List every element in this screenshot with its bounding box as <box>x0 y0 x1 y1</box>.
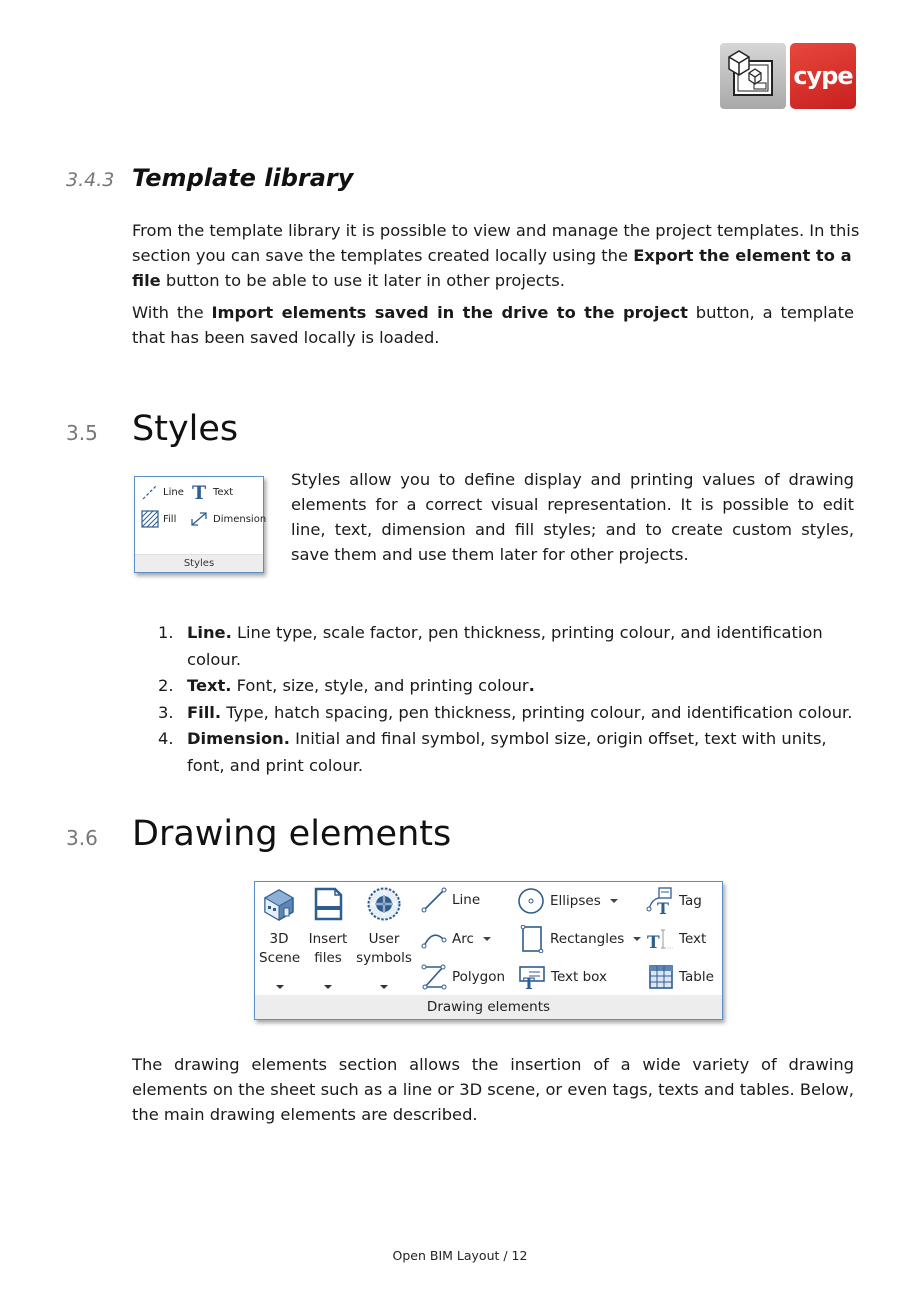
list-desc: Type, hatch spacing, pen thickness, printing colour, and identification colour. <box>221 702 853 722</box>
label: Table <box>679 969 714 985</box>
label: Line <box>163 486 184 498</box>
label: Scene <box>259 950 301 966</box>
rectangle-icon <box>519 925 545 953</box>
section-heading-styles <box>66 409 238 449</box>
text-style-icon <box>191 482 209 502</box>
ellipses-tool-button[interactable] <box>517 887 618 915</box>
arc-tool-button[interactable] <box>421 926 491 952</box>
text-box-tool-button[interactable] <box>518 964 607 990</box>
insert-files-button[interactable] <box>307 886 349 968</box>
line-style-icon <box>141 483 159 501</box>
arc-icon <box>421 926 447 952</box>
label: Rectangles <box>550 931 625 947</box>
3d-house-icon <box>261 886 297 922</box>
style-line-button[interactable] <box>141 483 184 501</box>
list-tail: . <box>528 676 535 695</box>
section-number: 3.5 <box>66 421 98 445</box>
styles-list <box>158 620 858 779</box>
svg-text:T: T <box>523 974 535 990</box>
list-desc: Initial and final symbol, symbol size, origin offset, text with units, font, and print colour. <box>187 729 827 775</box>
dimension-arrow-icon <box>189 510 209 528</box>
section-number: 3.6 <box>66 826 98 850</box>
export-button-reference: Export the element to a file <box>132 246 852 290</box>
chevron-down-icon[interactable] <box>276 985 284 989</box>
label: Line <box>452 892 481 908</box>
label: Polygon <box>452 969 506 985</box>
text: button, a template that has been saved locally is loaded. <box>132 303 854 347</box>
panel-group-label: Styles <box>135 554 263 572</box>
symbol-target-icon <box>366 886 402 922</box>
label: Text box <box>551 969 607 985</box>
text-tool-button[interactable] <box>646 926 706 952</box>
list-number: 4. <box>158 729 174 748</box>
list-number: 3. <box>158 702 174 722</box>
page-footer: Open BIM Layout / 12 <box>392 1248 528 1263</box>
text: From the template library it is possible to view and manage the project templates. In this section you can save the templates created locally using the <box>132 221 860 265</box>
table-icon <box>648 964 674 990</box>
style-fill-button[interactable] <box>141 510 176 528</box>
svg-text:T: T <box>657 899 669 915</box>
tag-tool-button[interactable] <box>646 887 702 915</box>
svg-text:T: T <box>647 933 660 952</box>
label: files <box>314 950 342 966</box>
header-logo <box>720 43 856 109</box>
ellipse-icon <box>517 887 545 915</box>
chevron-down-icon[interactable] <box>610 899 618 903</box>
label: Text <box>679 931 707 947</box>
list-desc: Font, size, style, and printing colour <box>231 676 529 695</box>
drawing-elements-paragraph: The drawing elements section allows the insertion of a wide variety of drawing elements on the sheet such as a line or 3D scene, or even tags, texts and tables. Below, the main drawing elements are described. <box>132 1055 854 1124</box>
label: symbols <box>356 950 412 966</box>
label: Tag <box>679 893 702 909</box>
cype-logo: cype <box>790 43 856 109</box>
text: button to be able to use it later in other projects. <box>160 271 565 290</box>
text: With the <box>132 303 212 322</box>
label: Text <box>213 486 234 498</box>
line-icon <box>421 887 447 913</box>
section-heading-template-library <box>66 164 353 192</box>
import-button-reference: Import elements saved in the drive to the project <box>211 303 688 322</box>
template-library-paragraph-1 <box>132 218 862 293</box>
template-library-paragraph-2 <box>132 300 854 350</box>
list-item <box>158 726 858 779</box>
list-number: 1. <box>158 623 174 642</box>
label: Dimension <box>213 513 267 525</box>
hatch-fill-icon <box>141 510 159 528</box>
text-cursor-icon <box>646 926 674 952</box>
label: Fill <box>163 513 177 525</box>
rectangles-tool-button[interactable] <box>519 925 641 953</box>
section-title: Template library <box>132 164 354 192</box>
section-title: Drawing elements <box>132 814 452 854</box>
list-term: Fill. <box>187 702 222 722</box>
list-item <box>158 673 858 700</box>
label: Insert <box>308 931 348 947</box>
list-number: 2. <box>158 676 174 695</box>
list-term: Line. <box>187 623 232 642</box>
file-icon <box>310 886 346 922</box>
list-term: Dimension. <box>187 729 290 748</box>
chevron-down-icon[interactable] <box>324 985 332 989</box>
label: 3D <box>269 931 289 947</box>
open-bim-layout-icon <box>720 43 786 109</box>
list-term: Text. <box>187 676 232 695</box>
style-text-button[interactable] <box>191 482 233 502</box>
list-item <box>158 700 858 727</box>
3d-scene-button[interactable] <box>259 886 299 968</box>
polygon-icon <box>421 964 447 990</box>
text-box-icon <box>518 964 546 990</box>
svg-text:T: T <box>192 482 207 502</box>
table-tool-button[interactable] <box>648 964 714 990</box>
tag-icon <box>646 887 674 915</box>
list-item <box>158 620 858 673</box>
section-heading-drawing-elements <box>66 814 451 854</box>
label: User <box>368 931 400 947</box>
chevron-down-icon[interactable] <box>380 985 388 989</box>
label: Ellipses <box>550 893 601 909</box>
section-number: 3.4.3 <box>66 169 115 191</box>
list-desc: Line type, scale factor, pen thickness, printing colour, and identification colour. <box>187 623 823 669</box>
drawing-elements-ribbon-panel <box>254 881 723 1020</box>
section-title: Styles <box>132 409 239 449</box>
styles-ribbon-panel <box>134 476 267 573</box>
chevron-down-icon[interactable] <box>633 937 641 941</box>
polygon-tool-button[interactable] <box>421 964 505 990</box>
chevron-down-icon[interactable] <box>483 937 491 941</box>
user-symbols-button[interactable] <box>355 886 413 968</box>
panel-group-label: Drawing elements <box>255 995 722 1019</box>
line-tool-button[interactable] <box>421 887 480 913</box>
style-dimension-button[interactable] <box>189 510 266 528</box>
label: Arc <box>452 931 474 947</box>
styles-paragraph: Styles allow you to define display and printing values of drawing elements for a correct visual representation. It is possible to edit line, text, dimension and fill styles; and to create custom styles, save them and use them later for other projects. <box>291 470 854 564</box>
